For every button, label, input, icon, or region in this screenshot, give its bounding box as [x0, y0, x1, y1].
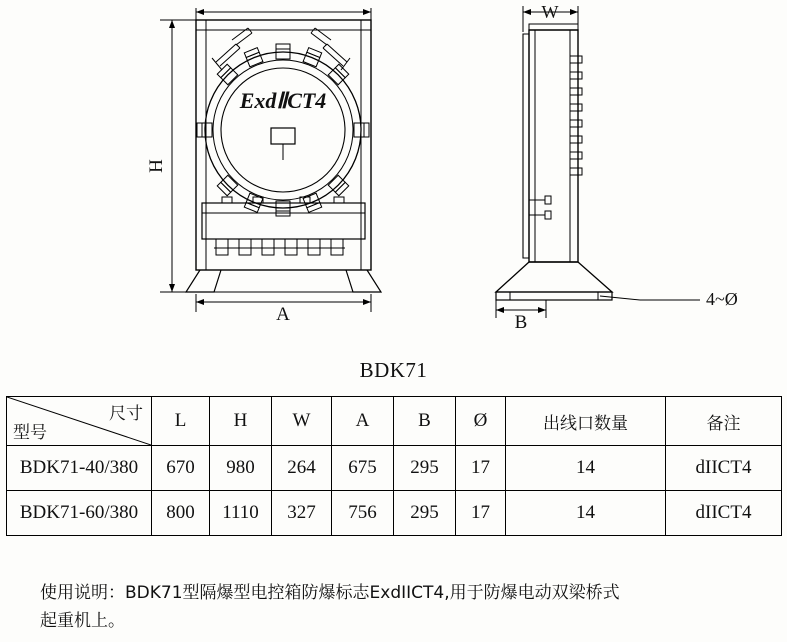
cell-b: 295 — [394, 491, 456, 536]
specification-table — [6, 396, 782, 536]
corner-label-model: 型号 — [13, 423, 47, 443]
cell-a: 675 — [332, 446, 394, 491]
column-header-remarks: 备注 — [666, 397, 782, 446]
corner-label-dimension: 尺寸 — [109, 404, 143, 424]
dimension-w-label: W — [541, 2, 559, 22]
column-header-b: B — [394, 397, 456, 446]
cell-w: 327 — [272, 491, 332, 536]
cell-b: 295 — [394, 446, 456, 491]
dimension-a-label: A — [276, 304, 290, 325]
specification-table-wrapper — [6, 396, 781, 536]
cell-diameter: 17 — [456, 491, 506, 536]
usage-note-line-2: 起重机上。 — [40, 611, 125, 631]
cell-outlet-count: 14 — [506, 491, 666, 536]
cell-diameter: 17 — [456, 446, 506, 491]
column-header-a: A — [332, 397, 394, 446]
cell-l: 800 — [152, 491, 210, 536]
cell-a: 756 — [332, 491, 394, 536]
table-row — [7, 491, 782, 536]
column-header-w: W — [272, 397, 332, 446]
table-corner-cell — [7, 397, 152, 446]
dimension-h-label: H — [146, 159, 167, 173]
usage-note-line-1: 使用说明：BDK71型隔爆型电控箱防爆标志ExdIICT4,用于防爆电动双梁桥式 — [40, 583, 620, 603]
cell-remarks: dIICT4 — [666, 491, 782, 536]
usage-note — [40, 578, 760, 635]
dimension-b-label: B — [514, 312, 528, 333]
figure-caption: BDK71 — [359, 358, 428, 382]
cell-h: 1110 — [210, 491, 272, 536]
cell-remarks: dIICT4 — [666, 446, 782, 491]
cell-l: 670 — [152, 446, 210, 491]
cell-model: BDK71-40/380 — [7, 446, 152, 491]
column-header-l: L — [152, 397, 210, 446]
cell-h: 980 — [210, 446, 272, 491]
explosion-proof-mark-label: ExdⅡCT4 — [239, 88, 327, 113]
cell-outlet-count: 14 — [506, 446, 666, 491]
cell-w: 264 — [272, 446, 332, 491]
column-header-outlet-count: 出线口数量 — [506, 397, 666, 446]
column-header-h: H — [210, 397, 272, 446]
table-header-row — [7, 397, 782, 446]
cell-model: BDK71-60/380 — [7, 491, 152, 536]
hole-callout-label: 4~Ø — [706, 289, 738, 309]
column-header-diameter: Ø — [456, 397, 506, 446]
table-row — [7, 446, 782, 491]
